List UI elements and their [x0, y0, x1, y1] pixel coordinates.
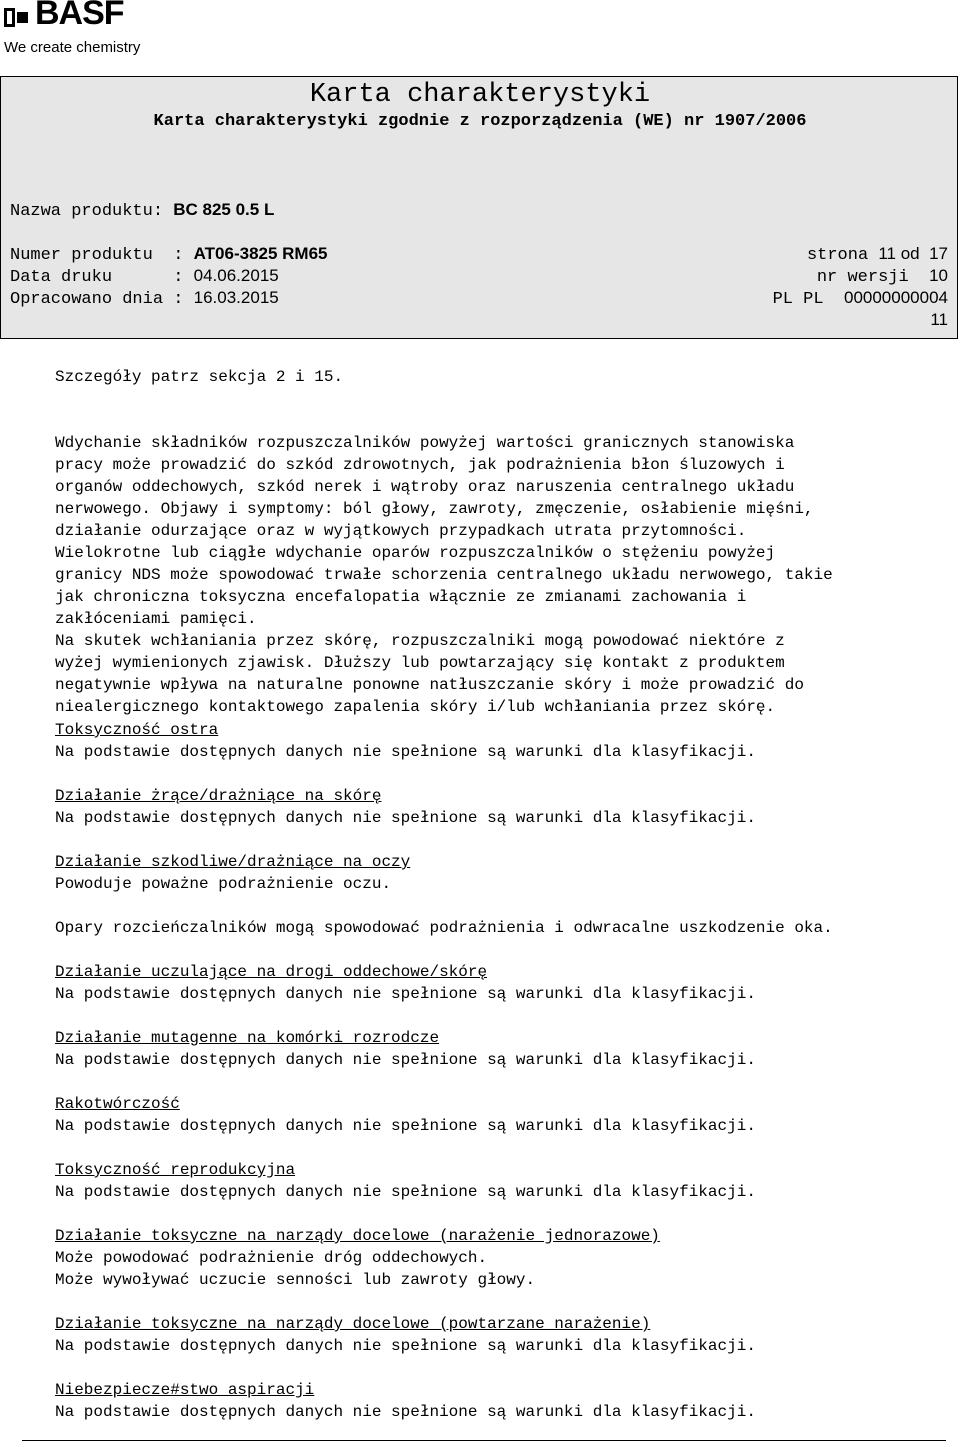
- section-text: Na podstawie dostępnych danych nie spełnione są warunki dla klasyfikacji.: [55, 1337, 756, 1355]
- section-text: Na podstawie dostępnych danych nie spełnione są warunki dla klasyfikacji.: [55, 1403, 756, 1421]
- product-number-value: AT06-3825 RM65: [193, 244, 328, 263]
- section-text: Na podstawie dostępnych danych nie spełnione są warunki dla klasyfikacji.: [55, 1183, 756, 1201]
- product-name-row: Nazwa produktu: BC 825 0.5 L: [10, 200, 275, 221]
- section-heading-reproductive-toxicity: Toksyczność reprodukcyjna: [55, 1161, 296, 1179]
- section-heading-aspiration-hazard: Niebezpiecze#stwo aspiracji: [55, 1381, 315, 1399]
- section-heading-skin-corrosion: Działanie żrące/drażniące na skórę: [55, 787, 382, 805]
- paragraph-line: działanie odurzające oraz w wyjątkowych przypadkach utrata przytomności.: [55, 522, 747, 540]
- section-text: Na podstawie dostępnych danych nie spełnione są warunki dla klasyfikacji.: [55, 985, 756, 1003]
- section-heading-stot-single: Działanie toksyczne na narządy docelowe (narażenie jednorazowe): [55, 1227, 660, 1245]
- prepared-date-row: Opracowano dnia : 16.03.2015: [10, 288, 279, 309]
- section-heading-sensitisation: Działanie uczulające na drogi oddechowe/skórę: [55, 963, 488, 981]
- section-heading-carcinogenicity: Rakotwórczość: [55, 1095, 180, 1113]
- paragraph-line: organów oddechowych, szkód nerek i wątroby oraz naruszenia centralnego układu: [55, 478, 795, 496]
- section-text: Może powodować podrażnienie dróg oddechowych.: [55, 1249, 488, 1267]
- section-heading-acute-toxicity: Toksyczność ostra: [55, 721, 219, 739]
- print-date-row: Data druku : 04.06.2015: [10, 266, 279, 287]
- paragraph-line: zakłóceniami pamięci.: [55, 610, 257, 628]
- section-text: Może wywoływać uczucie senności lub zawroty głowy.: [55, 1271, 536, 1289]
- section-text-solvent-vapours: Opary rozcieńczalników mogą spowodować podrażnienia i odwracalne uszkodzenie oka.: [55, 919, 833, 937]
- print-date-value: 04.06.2015: [193, 266, 279, 285]
- paragraph-line: negatywnie wpływa na naturalne ponowne natłuszczanie skóry i może prowadzić do: [55, 676, 804, 694]
- prepared-date-value: 16.03.2015: [193, 288, 279, 307]
- footer-divider: [22, 1440, 946, 1441]
- version-number: nr wersji 10: [816, 266, 948, 287]
- section-text: Na podstawie dostępnych danych nie spełnione są warunki dla klasyfikacji.: [55, 809, 756, 827]
- basf-logo-text: BASF: [35, 0, 124, 32]
- section-text: Na podstawie dostępnych danych nie spełnione są warunki dla klasyfikacji.: [55, 743, 756, 761]
- see-sections-note: Szczegóły patrz sekcja 2 i 15.: [55, 368, 344, 386]
- paragraph-line: granicy NDS może spowodować trwałe schorzenia centralnego układu nerwowego, takie: [55, 566, 833, 584]
- page-number: strona 11 od 17: [806, 244, 948, 265]
- document-subtitle: Karta charakterystyki zgodnie z rozporządzenia (WE) nr 1907/2006: [153, 112, 807, 131]
- inhalation-paragraph: [55, 410, 833, 740]
- paragraph-line: niealergicznego kontaktowego zapalenia skóry i/lub wchłaniania przez skórę.: [55, 698, 776, 716]
- document-title: Karta charakterystyki: [309, 80, 651, 110]
- paragraph-line: Wdychanie składników rozpuszczalników powyżej wartości granicznych stanowiska: [55, 434, 795, 452]
- paragraph-line: Na skutek wchłaniania przez skórę, rozpuszczalniki mogą powodować niektóre z: [55, 632, 785, 650]
- product-number-row: Numer produktu : AT06-3825 RM65: [10, 244, 328, 265]
- language-code: PL PL 00000000004: [772, 288, 948, 309]
- section-text: Powoduje poważne podrażnienie oczu.: [55, 875, 392, 893]
- paragraph-line: wyżej wymienionych zjawisk. Dłuższy lub powtarzający się kontakt z produktem: [55, 654, 785, 672]
- paragraph-line: nerwowego. Objawy i symptomy: ból głowy, zawroty, zmęczenie, osłabienie mięśni,: [55, 500, 814, 518]
- paragraph-line: Wielokrotne lub ciągłe wdychanie oparów rozpuszczalników o stężeniu powyżej: [55, 544, 776, 562]
- section-heading-stot-repeated: Działanie toksyczne na narządy docelowe (powtarzane narażenie): [55, 1315, 651, 1333]
- paragraph-line: jak chroniczna toksyczna encefalopatia włącznie ze zmianami zachowania i: [55, 588, 747, 606]
- section-heading-mutagenicity: Działanie mutagenne na komórki rozrodcze: [55, 1029, 440, 1047]
- basf-logo-mark: [4, 4, 30, 28]
- section-heading-eye-irritation: Działanie szkodliwe/drażniące na oczy: [55, 853, 411, 871]
- logo-tagline: We create chemistry: [4, 39, 141, 56]
- section-text: Na podstawie dostępnych danych nie spełnione są warunki dla klasyfikacji.: [55, 1051, 756, 1069]
- language-code-suffix: 11: [930, 310, 948, 329]
- paragraph-line: pracy może prowadzić do szkód zdrowotnych, jak podrażnienia błon śluzowych i: [55, 456, 785, 474]
- section-text: Na podstawie dostępnych danych nie spełnione są warunki dla klasyfikacji.: [55, 1117, 756, 1135]
- product-name-value: BC 825 0.5 L: [173, 200, 275, 219]
